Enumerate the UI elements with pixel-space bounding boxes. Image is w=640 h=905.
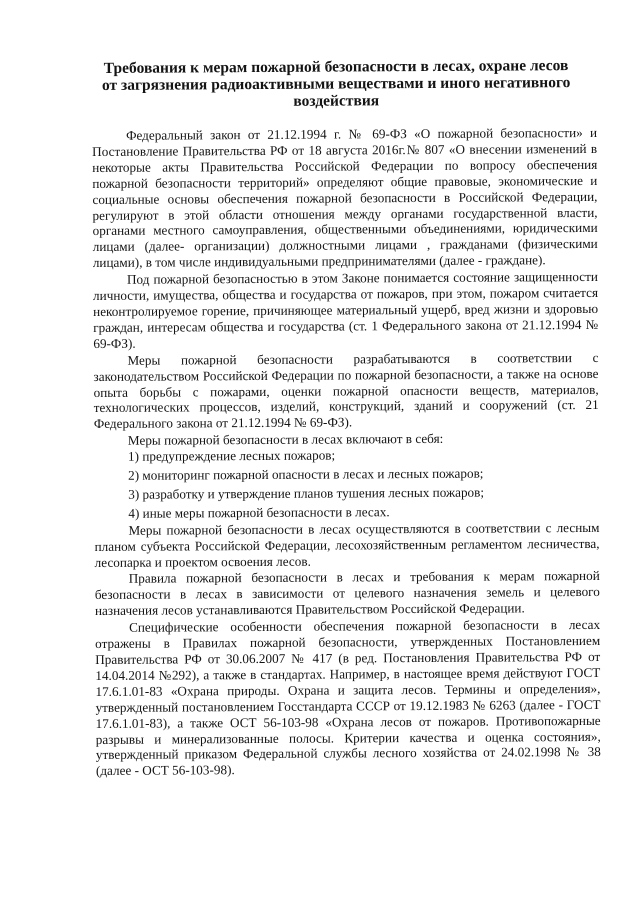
list-item: 3) разработку и утверждение планов тушения лесных пожаров; (128, 484, 485, 502)
document-body (92, 125, 601, 779)
list-item: 4) иные меры пожарной безопасности в лесах. (128, 504, 390, 521)
document-title: Требования к мерам пожарной безопасности в лесах, охране лесов от загрязнения радиоактивными веществами и иного негативного воздействия (101, 57, 571, 110)
list-item: 1) предупреждение лесных пожаров; (127, 447, 336, 464)
paragraph-federal-law: Федеральный закон от 21.12.1994 г. № 69-ФЗ «О пожарной безопасности» и Постановление Правительства РФ от 18 августа 2016г.№ 807 «О внесении изменений в некоторые акты Правительства Российской Федерации по вопросу обеспечения пожарной безопасности территорий» определяют общие правовые, экономические и социальные основы обеспечения пожарной безопасности в Российской Федерации, регулируют в этой области отношения между органами государственной власти, органами местного самоуправления, общественными объединениями, юридическими лицами (далее- организации) должностными лицами , гражданами (физическими лицами), в том числе индивидуальными предпринимателями (далее - граждане). (92, 124, 598, 271)
paragraph-fire-rules: Правила пожарной безопасности в лесах и требования к мерам пожарной безопасности в лесах в зависимости от целевого назначения земель и целевого назначения лесов устанавливаются Правительством Российской Федерации. (94, 568, 600, 619)
paragraph-specific-features: Специфические особенности обеспечения пожарной безопасности в лесах отражены в Правилах пожарной безопасности, утвержденных Постановлением Правительства РФ от 30.06.2007 № 417 (в ред. Постановления Правительства РФ от 14.04.2014 №292), а также в стандартах. Например, в настоящее время действуют ГОСТ 17.6.1.01-83 «Охрана природы. Охрана и защита лесов. Термины и определения», утвержденный постановлением Госстандарта СССР от 19.12.1983 № 6263 (далее - ГОСТ 17.6.1.01-83), а также ОСТ 56-103-98 «Охрана лесов от пожаров. Противопожарные разрывы и минерализованные полосы. Критерии качества и оценка состояния», утвержденный приказом Федеральной службы лесного хозяйства от 24.02.1998 № 38 (далее - ОСТ 56-103-98). (95, 617, 601, 779)
paragraph-forest-plan: Меры пожарной безопасности в лесах осуществляются в соответствии с лесным планом субъекта Российской Федерации, лесохозяйственным регламентом лесничества, лесопарка и проектом освоения лесов. (94, 519, 600, 570)
list-item: 2) мониторинг пожарной опасности в лесах и лесных пожаров; (128, 465, 484, 483)
paragraph-fire-safety-definition: Под пожарной безопасностью в этом Законе понимается состояние защищенности личности, имущества, общества и государства от пожаров, при этом, пожаром считается неконтролируемое горение, причиняющее материальный ущерб, вред жизни и здоровью граждан, интересам общества и государства (ст. 1 Федерального закона от 21.12.1994 № 69-ФЗ). (92, 269, 599, 351)
paragraph-measures-intro: Меры пожарной безопасности в лесах включают в себя: (127, 431, 444, 449)
paragraph-fire-safety-measures: Меры пожарной безопасности разрабатываются в соответствии с законодательством Российской Федерации по пожарной безопасности, а также на основе опыта борьбы с пожарами, оценки пожарной опасности веществ, материалов, технологических процессов, изделий, конструкций, зданий и сооружений (ст. 21 Федерального закона от 21.12.1994 № 69-ФЗ). (93, 349, 599, 432)
measures-list (94, 446, 599, 522)
